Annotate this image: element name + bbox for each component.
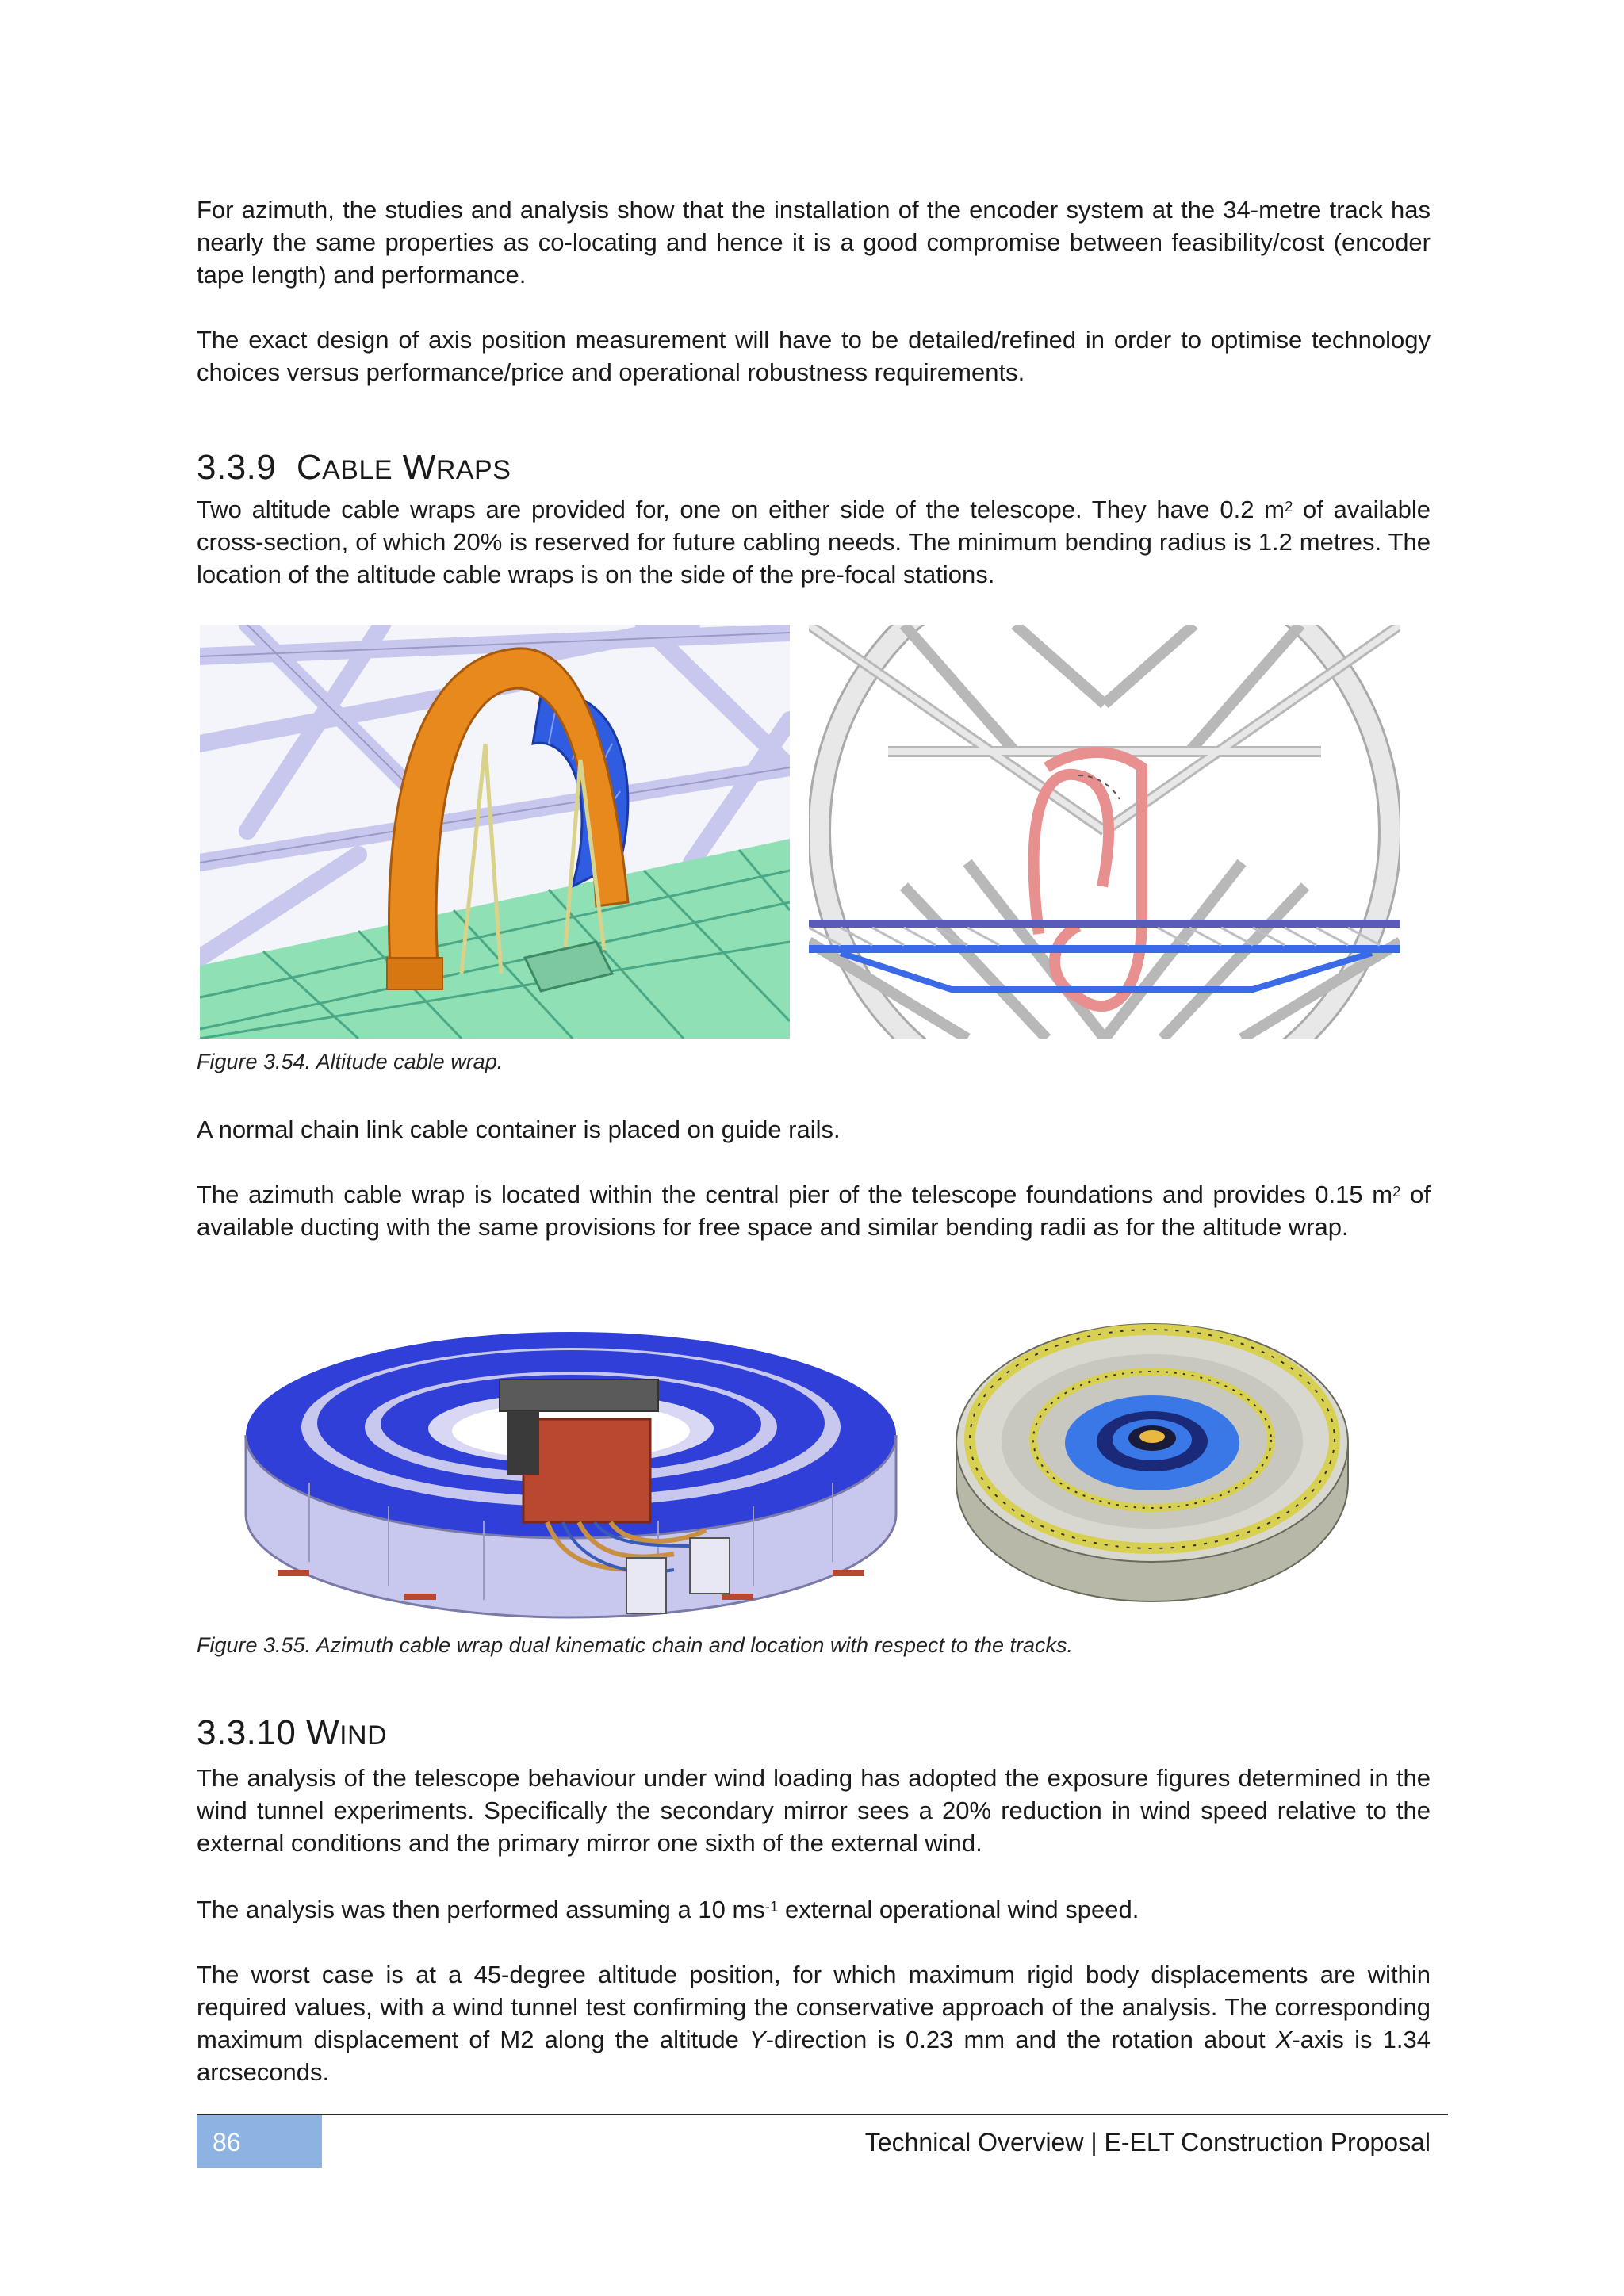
text-run: -axis is 1.34 arcseconds. — [197, 2026, 1431, 2086]
footer-title: Technical Overview | E-ELT Construction Proposal — [864, 2128, 1431, 2156]
text-run: The worst case is at a 45-degree altitude position, for which maximum rigid body displacements are within required values, with a wind tunnel test confirming the conservative approach of the analysis. The corresponding maximum displacement of M2 along the altitude — [197, 1961, 1431, 2053]
italic-axis: X — [1275, 2026, 1293, 2053]
heading-number: 3.3.10 — [197, 1713, 297, 1752]
text-run: Two altitude cable wraps are provided for, one on either side of the telescope. They have 0.2 m — [197, 496, 1285, 523]
page-number: 86 — [213, 2128, 241, 2156]
paragraph-axis-position: The exact design of axis position measurement will have to be detailed/refined in order to optimise technology choices versus performance/price and operational robustness requirements. — [197, 326, 1431, 386]
text-run: of available cross-section, of which 20% is reserved for future cabling needs. The minimum bending radius is 1.2 metres. The location of the altitude cable wraps is on the side of the pre-focal stations. — [197, 496, 1431, 588]
paragraph-wind-speed — [197, 1893, 1431, 1926]
figure-azimuth-cable-wrap-chain — [230, 1308, 928, 1625]
text-run: of available ducting with the same provisions for free space and similar bending radii as for the altitude wrap. — [197, 1181, 1431, 1241]
superscript: 2 — [1392, 1182, 1401, 1200]
heading-letter: W — [402, 448, 436, 487]
paragraph-wind-analysis: The analysis of the telescope behaviour under wind loading has adopted the exposure figures determined in the wind tunnel experiments. Specifically the secondary mirror sees a 20% reduction in wind speed relative to the external conditions and the primary mirror one sixth of the external wind. — [197, 1764, 1431, 1857]
heading-smallcaps: ABLE — [322, 455, 393, 485]
text-run: -direction is 0.23 mm and the rotation about — [765, 2026, 1276, 2053]
heading-smallcaps: IND — [339, 1720, 388, 1751]
paragraph-worst-case — [197, 1958, 1431, 2088]
superscript: 2 — [1285, 497, 1293, 515]
italic-axis: Y — [749, 2026, 766, 2053]
figure-caption-3-55: Figure 3.55. Azimuth cable wrap dual kinematic chain and location with respect to the tracks. — [197, 1633, 1074, 1657]
heading-smallcaps: RAPS — [435, 455, 511, 485]
text-run: The analysis was then performed assuming a 10 ms — [197, 1896, 765, 1923]
paragraph-azimuth-wrap — [197, 1178, 1431, 1243]
text-run: external operational wind speed. — [778, 1896, 1139, 1923]
paragraph-chain-link: A normal chain link cable container is placed on guide rails. — [197, 1115, 841, 1143]
paragraph-altitude-wraps — [197, 493, 1431, 591]
heading-letter: W — [306, 1713, 340, 1752]
heading-letter: C — [296, 448, 323, 487]
footer-rule — [197, 2114, 1448, 2115]
figure-altitude-cable-wrap-3d — [200, 625, 790, 1039]
paragraph-azimuth-encoder: For azimuth, the studies and analysis show that the installation of the encoder system at the 34-metre track has nearly the same properties as co-locating and hence it is a good compromise between feasibility/cost (encoder tape length) and performance. — [197, 196, 1431, 289]
figure-altitude-cable-wrap-elevation — [809, 625, 1400, 1039]
heading-number: 3.3.9 — [197, 448, 277, 487]
figure-azimuth-tracks-location — [948, 1308, 1356, 1609]
section-heading-wind — [197, 1712, 387, 1756]
section-heading-cable-wraps — [197, 447, 511, 491]
text-run: The azimuth cable wrap is located within the central pier of the telescope foundations and provides 0.15 m — [197, 1181, 1393, 1208]
superscript: -1 — [764, 1897, 779, 1915]
figure-caption-3-54: Figure 3.54. Altitude cable wrap. — [197, 1050, 504, 1073]
